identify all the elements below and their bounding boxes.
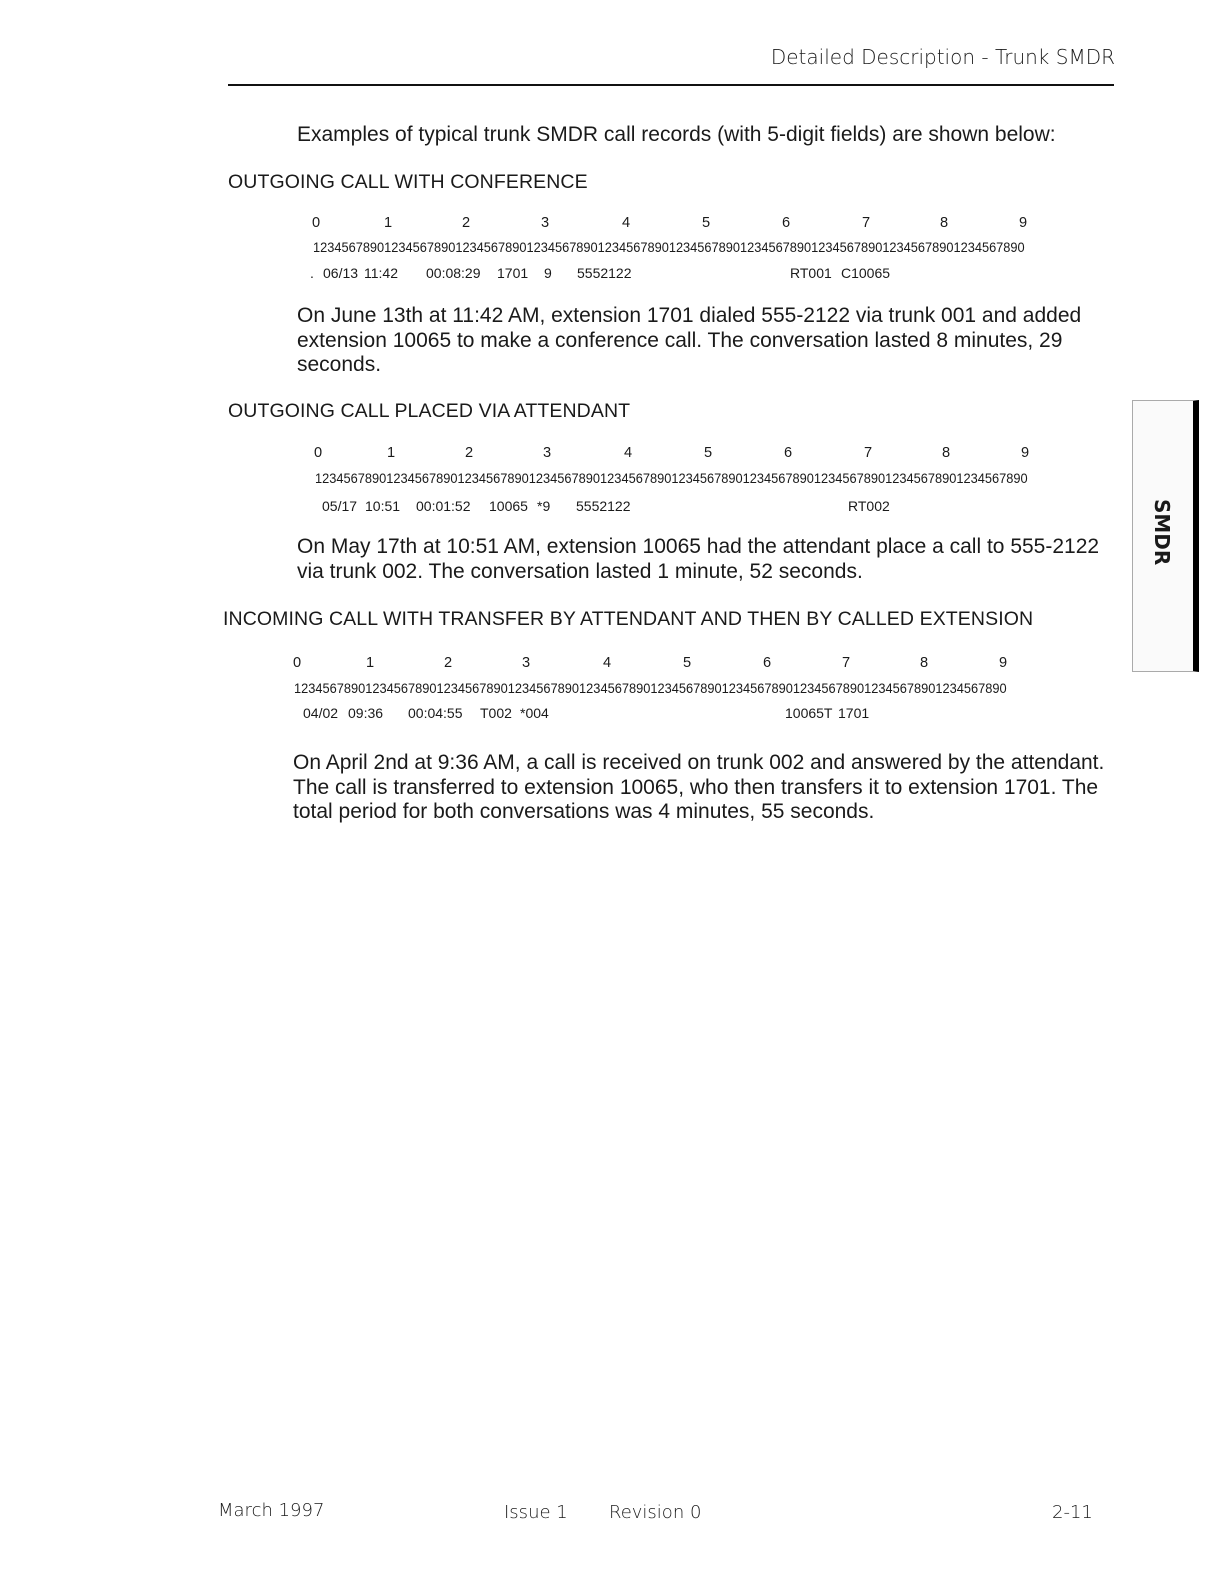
ruler-tens-2: 2	[462, 215, 471, 231]
section-tab	[1132, 400, 1199, 672]
example-2-description: On May 17th at 10:51 AM, extension 10065 had the attendant place a call to 555-2122 via trunk 002. The conversation lasted 1 minute, 52 seconds.	[297, 535, 1100, 583]
ruler-tens-3: 3	[541, 215, 550, 231]
ruler-tens-7: 7	[842, 655, 851, 671]
example-2-ruler-digits: 1234567890123456789012345678901234567890123456789012345678901234567890123456789012345678901234567890	[315, 470, 1028, 486]
record-duration: 00:01:52	[416, 498, 471, 514]
footer-issue: Issue 1	[504, 1502, 568, 1523]
page-header-title: Detailed Description - Trunk SMDR	[770, 45, 1115, 69]
record-attendant: *004	[520, 705, 549, 721]
ruler-tens-7: 7	[864, 445, 873, 461]
ruler-tens-3: 3	[522, 655, 531, 671]
ruler-tens-5: 5	[704, 445, 713, 461]
ruler-tens-9: 9	[1019, 215, 1028, 231]
record-digit: 9	[544, 265, 552, 281]
record-date: 05/17	[322, 498, 358, 514]
record-duration: 00:08:29	[426, 265, 481, 281]
ruler-tens-0: 0	[312, 215, 321, 231]
ruler-tens-6: 6	[763, 655, 772, 671]
ruler-tens-8: 8	[940, 215, 949, 231]
record-time: 09:36	[348, 705, 384, 721]
footer-date: March 1997	[218, 1500, 325, 1521]
footer-revision: Revision 0	[609, 1502, 702, 1523]
ruler-tens-2: 2	[444, 655, 453, 671]
ruler-tens-5: 5	[683, 655, 692, 671]
record-transfer-from: 10065T	[785, 705, 833, 721]
record-extension: 10065	[489, 498, 528, 514]
ruler-tens-1: 1	[366, 655, 375, 671]
ruler-tens-4: 4	[624, 445, 633, 461]
ruler-tens-0: 0	[314, 445, 323, 461]
record-number: 5552122	[576, 498, 631, 514]
example-1-description: On June 13th at 11:42 AM, extension 1701 dialed 555-2122 via trunk 001 and added extension 10065 to make a conference call. The conversation lasted 8 minutes, 29 seconds.	[297, 304, 1082, 376]
ruler-tens-8: 8	[942, 445, 951, 461]
record-digit: *9	[537, 498, 551, 514]
ruler-tens-3: 3	[543, 445, 552, 461]
record-mark: .	[310, 265, 314, 281]
ruler-tens-9: 9	[1021, 445, 1030, 461]
ruler-tens-9: 9	[999, 655, 1008, 671]
ruler-tens-0: 0	[293, 655, 302, 671]
record-trunk: RT002	[848, 498, 890, 514]
header-rule	[228, 84, 1114, 86]
example-3-heading: INCOMING CALL WITH TRANSFER BY ATTENDANT AND THEN BY CALLED EXTENSION	[223, 608, 1034, 630]
ruler-tens-7: 7	[862, 215, 871, 231]
ruler-tens-8: 8	[920, 655, 929, 671]
example-3-description: On April 2nd at 9:36 AM, a call is received on trunk 002 and answered by the attendant. The call is transferred to extension 10065, who then transfers it to extension 1701. The total period for both conversations was 4 minutes, 55 seconds.	[293, 751, 1105, 823]
record-transfer-to: 1701	[838, 705, 870, 721]
ruler-tens-5: 5	[702, 215, 711, 231]
ruler-tens-6: 6	[784, 445, 793, 461]
ruler-tens-4: 4	[622, 215, 631, 231]
record-trunk: T002	[480, 705, 512, 721]
record-time: 10:51	[365, 498, 401, 514]
ruler-tens-2: 2	[465, 445, 474, 461]
record-extension: 1701	[497, 265, 529, 281]
record-date: 04/02	[303, 705, 339, 721]
record-date: 06/13	[323, 265, 359, 281]
ruler-tens-4: 4	[603, 655, 612, 671]
ruler-tens-1: 1	[387, 445, 396, 461]
ruler-tens-6: 6	[782, 215, 791, 231]
ruler-tens-1: 1	[384, 215, 393, 231]
example-1-heading: OUTGOING CALL WITH CONFERENCE	[228, 171, 588, 193]
example-3-ruler-digits: 1234567890123456789012345678901234567890123456789012345678901234567890123456789012345678901234567890	[294, 680, 1007, 696]
record-extra: C10065	[841, 265, 891, 281]
record-time: 11:42	[364, 265, 398, 281]
example-1-ruler-digits: 1234567890123456789012345678901234567890123456789012345678901234567890123456789012345678901234567890	[313, 239, 1025, 255]
record-trunk: RT001	[790, 265, 832, 281]
intro-text: Examples of typical trunk SMDR call records (with 5-digit fields) are shown below:	[297, 123, 1056, 146]
example-2-heading: OUTGOING CALL PLACED VIA ATTENDANT	[228, 400, 631, 422]
section-tab-label: SMDR	[1150, 499, 1174, 566]
record-number: 5552122	[577, 265, 632, 281]
footer-page-number: 2-11	[1052, 1502, 1093, 1523]
record-duration: 00:04:55	[408, 705, 463, 721]
